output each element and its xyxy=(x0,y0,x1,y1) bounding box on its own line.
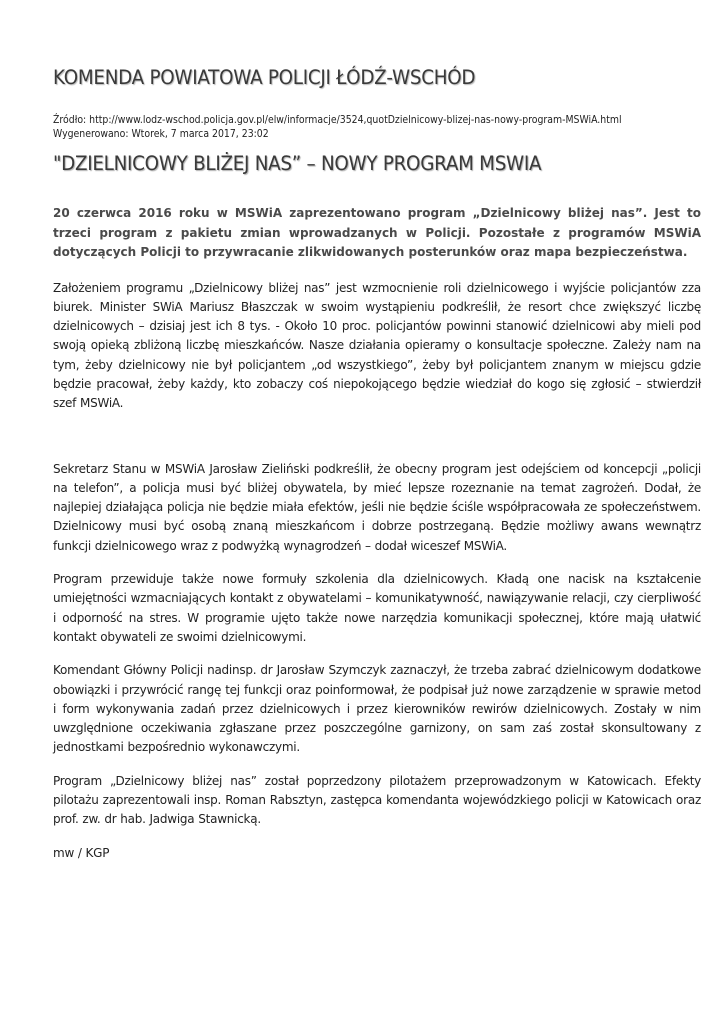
article-title: "DZIELNICOWY BLIŻEJ NAS” – NOWY PROGRAM MSWIA xyxy=(53,152,542,175)
generated-line: Wygenerowano: Wtorek, 7 marca 2017, 23:02 xyxy=(53,128,269,140)
article-signature: mw / KGP xyxy=(53,845,110,860)
spacer xyxy=(53,414,701,460)
article-paragraph: Program przewiduje także nowe formuły szkolenia dla dzielnicowych. Kładą one nacisk na kształcenie umiejętności wzmacniających kontakt z obywatelami – komunikatywność, nawiązywanie relacji, czy cierpliwość i odporność na stres. W programie ujęto także nowe narzędzia komunikacji społecznej, które mają ułatwić kontakt obywateli ze swoimi dzielnicowymi. xyxy=(53,572,701,644)
site-title: KOMENDA POWIATOWA POLICJI ŁÓDŹ-WSCHÓD xyxy=(53,66,476,89)
article-body xyxy=(53,204,701,863)
article-paragraph: Założeniem programu „Dzielnicowy bliżej nas” jest wzmocnienie roli dzielnicowego i wyjście policjantów zza biurek. Minister SWiA Mariusz Błaszczak w swoim wystąpieniu podkreślił, że resort chce zwiększyć liczbę dzielnicowych – dzisiaj jest ich 8 tys. - Około 10 proc. policjantów powinni stanowić dzielnicowi aby mieli pod swoją opieką zbliżoną liczbę mieszkańców. Nasze działania opieramy o konsultacje społeczne. Zależy nam na tym, żeby dzielnicowy nie był policjantem „od wszystkiego”, żeby był policjantem znanym w miejscu gdzie będzie pracował, żeby każdy, kto zobaczy coś niepokojącego będzie wiedział do kogo się zgłosić – stwierdził szef MSWiA. xyxy=(53,280,701,411)
article-paragraph: Sekretarz Stanu w MSWiA Jarosław Zieliński podkreślił, że obecny program jest odejściem od koncepcji „policji na telefon”, a policja musi być bliżej obywatela, by mieć lepsze rozeznanie na temat zagrożeń. Dodał, że najlepiej działająca policja nie będzie miała efektów, jeśli nie będzie ściśle współpracowała ze społeczeństwem. Dzielnicowy musi być osobą znaną mieszkańcom i dobrze postrzeganą. Będzie możliwy awans wewnątrz funkcji dzielnicowego wraz z podwyżką wynagrodzeń – dodał wiceszef MSWiA. xyxy=(53,461,701,553)
source-line: Źródło: http://www.lodz-wschod.policja.gov.pl/elw/informacje/3524,quotDzielnicowy-blizej-nas-nowy-program-MSWiA.html xyxy=(53,114,622,126)
article-paragraph: Program „Dzielnicowy bliżej nas” został poprzedzony pilotażem przeprowadzonym w Katowicach. Efekty pilotażu zaprezentowali insp. Roman Rabsztyn, zastępca komendanta wojewódzkiego policji w Katowicach oraz prof. zw. dr hab. Jadwiga Stawnicką. xyxy=(53,773,701,827)
article-paragraph: Komendant Główny Policji nadinsp. dr Jarosław Szymczyk zaznaczył, że trzeba zabrać dzielnicowym dodatkowe obowiązki i przywrócić rangę tej funkcji oraz poinformował, że podpisał już nowe zarządzenie w sprawie metod i form wykonywania zadań przez dzielnicowych i przez kierowników rewirów dzielnicowych. Zostały w nim uwzględnione oczekiwania zgłaszane przez poszczególne garnizony, on sam zaś został skonsultowany z jednostkami bezpośrednio wykonawczymi. xyxy=(53,663,701,755)
spacer xyxy=(53,647,701,661)
spacer xyxy=(53,758,701,772)
spacer xyxy=(53,830,701,844)
article-lead: 20 czerwca 2016 roku w MSWiA zaprezentowano program „Dzielnicowy bliżej nas”. Jest to trzeci program z pakietu zmian wprowadzanych w Policji. Pozostałe z programów MSWiA dotyczących Policji to przywracanie zlikwidowanych posterunków oraz mapa bezpieczeństwa. xyxy=(53,206,701,259)
document-meta xyxy=(53,113,622,141)
spacer xyxy=(53,556,701,570)
